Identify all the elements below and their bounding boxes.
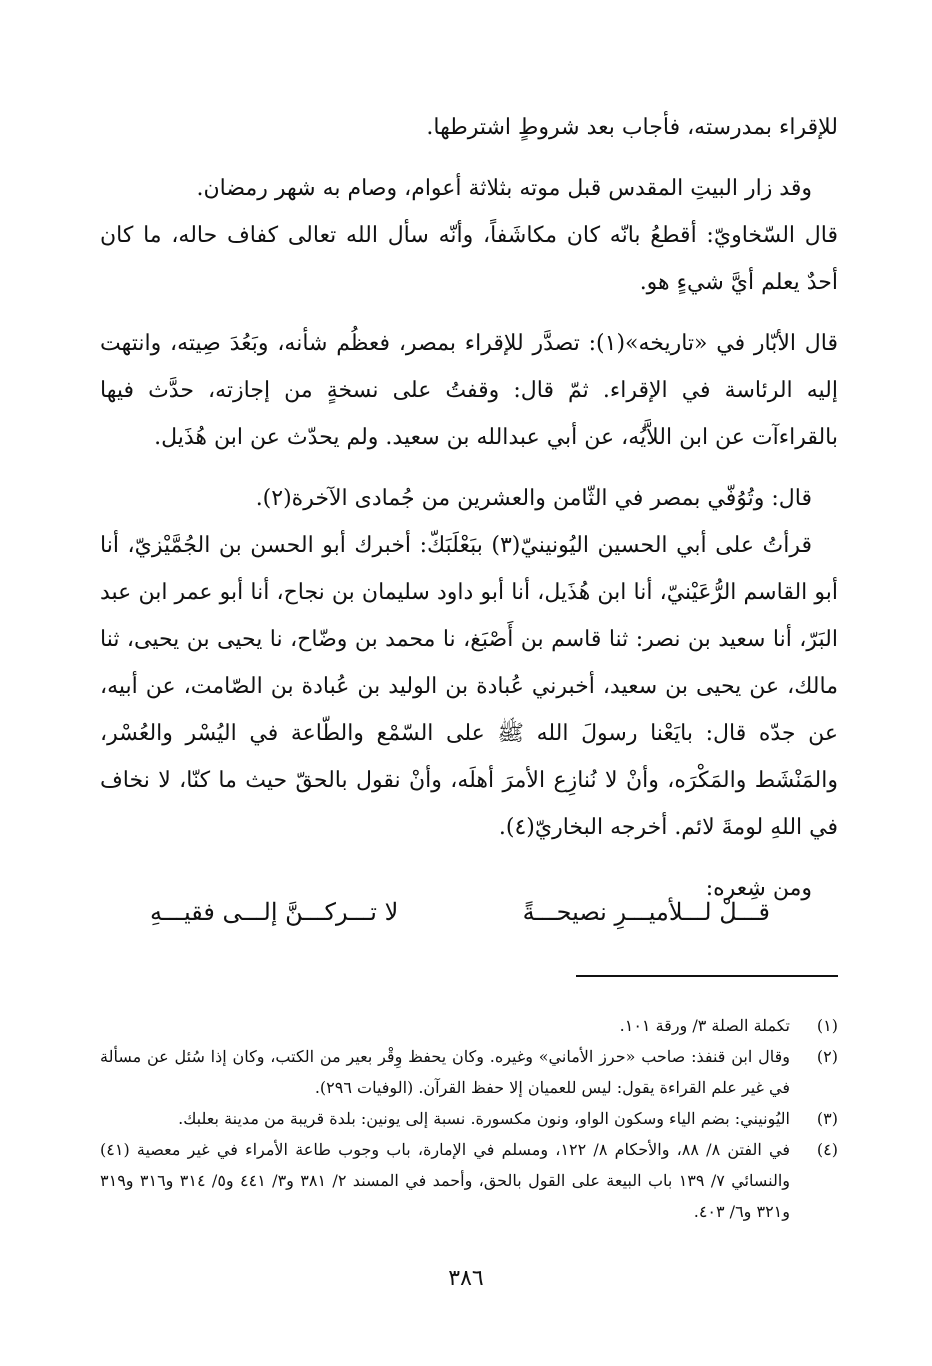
poetry-verse [150,888,770,936]
footnote-3 [100,1103,838,1134]
footnote-text: اليُونيني: بضم الياء وسكون الواو، ونون مكسورة. نسبة إلى يونين: بلدة قريبة من مدينة بعلبك. [178,1109,790,1128]
paragraph-4: قال الأبّار في «تاريخه»(١): تصدَّر للإقراء بمصر، فعظُم شأنه، وبَعُدَ صِيته، وانتهت إليه الرئاسة في الإقراء. ثمّ قال: وقفتُ على نسخةٍ من إجازته، حدَّث فيها بالقراءآت عن ابن اللاَّيُه، عن أبي عبدالله بن سعيد. ولم يحدّث عن ابن هُذَيل. [100,331,838,450]
footnote-separator [576,975,838,977]
footnote-2 [100,1041,838,1103]
footnote-number: (٤) [816,1140,838,1159]
verse-hemistich-2: لا تـــركـــنَّ إلـــى فقيـــهِ [150,898,399,926]
main-text [100,104,838,912]
footnote-number: (٢) [816,1047,838,1066]
footnote-1 [100,1010,838,1041]
paragraph-5: قال: وتُوُفّي بمصر في الثّامن والعشرين من جُمادى الآخرة(٢). [255,486,812,511]
paragraph-3: قال السّخاويّ: أقطعُ بانّه كان مكاشَفاً، وأنّه سأل الله تعالى كفاف حاله، ما كان أحدٌ يعلم أيَّ شيءٍ هو. [100,223,838,295]
footnotes [100,1010,838,1227]
footnote-number: (٣) [816,1109,838,1128]
paragraph-2: وقد زار البيتِ المقدس قبل موته بثلاثة أعوام، وصام به شهر رمضان. [196,176,812,201]
paragraph-6: قرأتُ على أبي الحسين اليُونينيّ(٣) ببَعْلَبَكّ: أخبرك أبو الحسن بن الجُمَّيْزيّ، أنا أبو القاسم الرُّعَيْنيّ، أنا ابن هُذَيل، أنا أبو داود سليمان بن نجاح، أنا أبو عمر ابن عبد البَرّ، أنا سعيد بن نصر: ثنا قاسم بن أَصْبَغ، نا محمد بن وضّاح، نا يحيى بن يحيى، ثنا مالك، عن يحيى بن سعيد، أخبرني عُبادة بن الوليد بن عُبادة بن الصّامت، عن أبيه، عن جدّه قال: بايَعْنا رسولَ الله ﷺ على السّمْع والطّاعة في اليُسْر والعُسْر، والمَنْشَط والمَكْرَه، وأنْ لا نُنازِع الأمرَ أهلَه، وأنْ نقول بالحقّ حيث ما كنّا، لا نخاف في اللهِ لومةَ لائم. أخرجه البخاريّ(٤). [100,533,838,840]
poetry-intro: ومن شِعره: [705,876,812,901]
paragraph-1: للإقراء بمدرسته، فأجاب بعد شروطٍ اشترطها. [426,115,838,140]
verse-hemistich-1: قـــلْ لـــلأميـــرِ نصيحـــةً [522,898,770,926]
page-number: ٣٨٦ [448,1266,484,1291]
footnote-text: تكملة الصلة ٣/ ورقة ١٠١. [619,1016,790,1035]
footnote-text: في الفتن ٨/ ٨٨، والأحكام ٨/ ١٢٢، ومسلم في الإمارة، باب وجوب طاعة الأمراء في غير معصية (٤١) والنسائي ٧/ ١٣٩ باب البيعة على القول بالحق، وأحمد في المسند ٢/ ٣٨١ و٣/ ٤٤١ و٥/ ٣١٤ و٣١٦ و٣١٩ و٣٢١ و٦/ ٤٠٣. [100,1140,791,1221]
footnote-text: وقال ابن قنفذ: صاحب «حرز الأماني» وغيره. وكان يحفظ وِقْر بعير من الكتب، وكان إذا سُئل عن مسألة في غير علم القراءة يقول: ليس للعميان إلا حفظ القرآن. (الوفيات ٢٩٦). [100,1047,790,1097]
footnote-4 [100,1134,838,1227]
footnote-number: (١) [816,1016,838,1035]
